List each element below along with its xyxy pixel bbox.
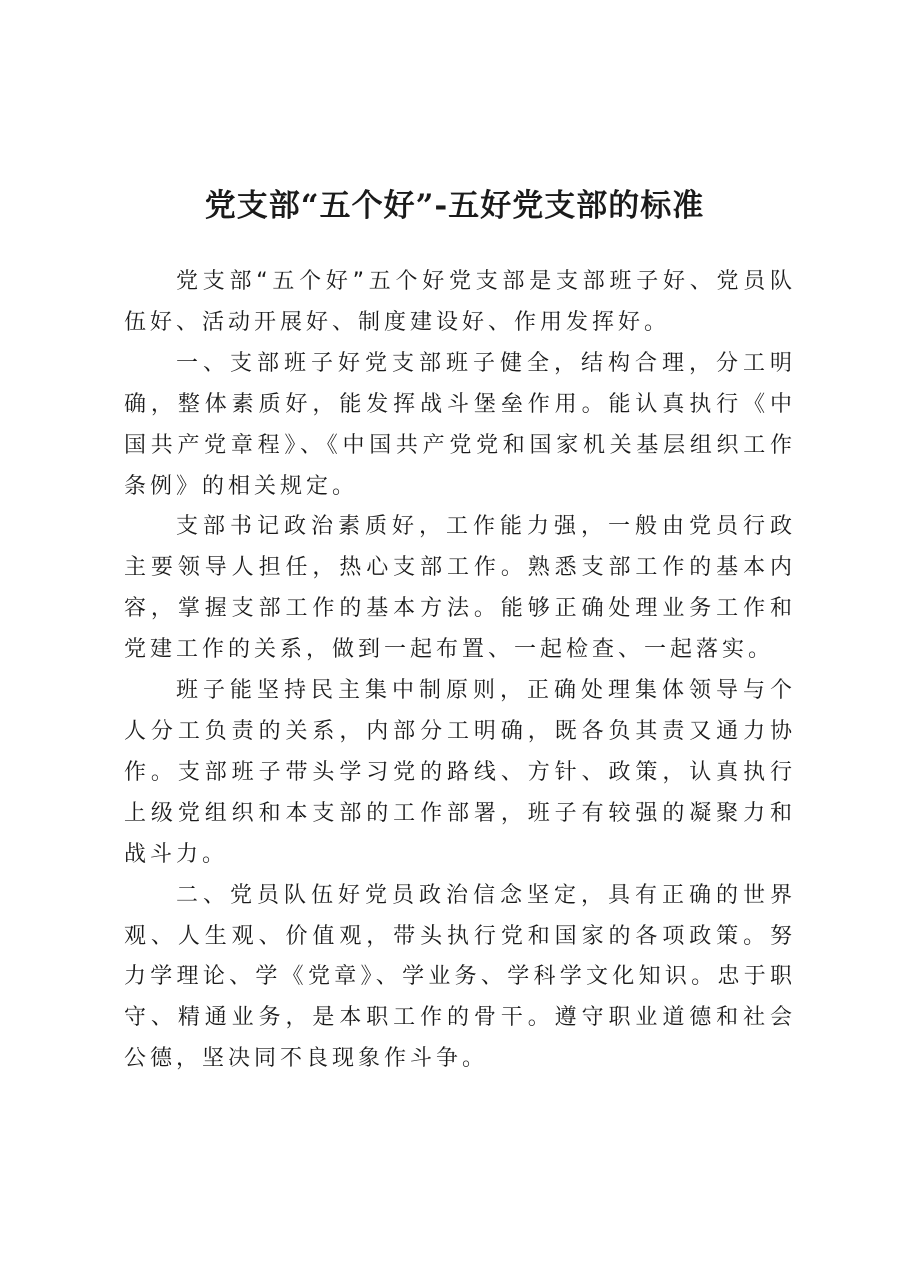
- paragraph-intro: 党支部“五个好”五个好党支部是支部班子好、党员队伍好、活动开展好、制度建设好、作用发挥好。: [124, 269, 796, 335]
- document-body: [124, 262, 796, 1080]
- paragraph-branch-committee: 一、支部班子好党支部班子健全，结构合理，分工明确，整体素质好，能发挥战斗堡垒作用。能认真执行《中国共产党章程》、《中国共产党党和国家机关基层组织工作条例》的相关规定。: [124, 350, 796, 499]
- document-title: 党支部“五个好”-五好党支部的标准: [204, 188, 705, 224]
- paragraph-member-team: 二、党员队伍好党员政治信念坚定，具有正确的世界观、人生观、价值观，带头执行党和国家的各项政策。努力学理论、学《党章》、学业务、学科学文化知识。忠于职守、精通业务，是本职工作的骨干。遵守职业道德和社会公德，坚决同不良现象作斗争。: [124, 882, 796, 1072]
- paragraph-branch-secretary: 支部书记政治素质好，工作能力强，一般由党员行政主要领导人担任，热心支部工作。熟悉支部工作的基本内容，掌握支部工作的基本方法。能够正确处理业务工作和党建工作的关系，做到一起布置、一起检查、一起落实。: [124, 514, 796, 663]
- paragraph-committee-principles: 班子能坚持民主集中制原则，正确处理集体领导与个人分工负责的关系，内部分工明确，既各负其责又通力协作。支部班子带头学习党的路线、方针、政策，认真执行上级党组织和本支部的工作部署，班子有较强的凝聚力和战斗力。: [124, 678, 796, 867]
